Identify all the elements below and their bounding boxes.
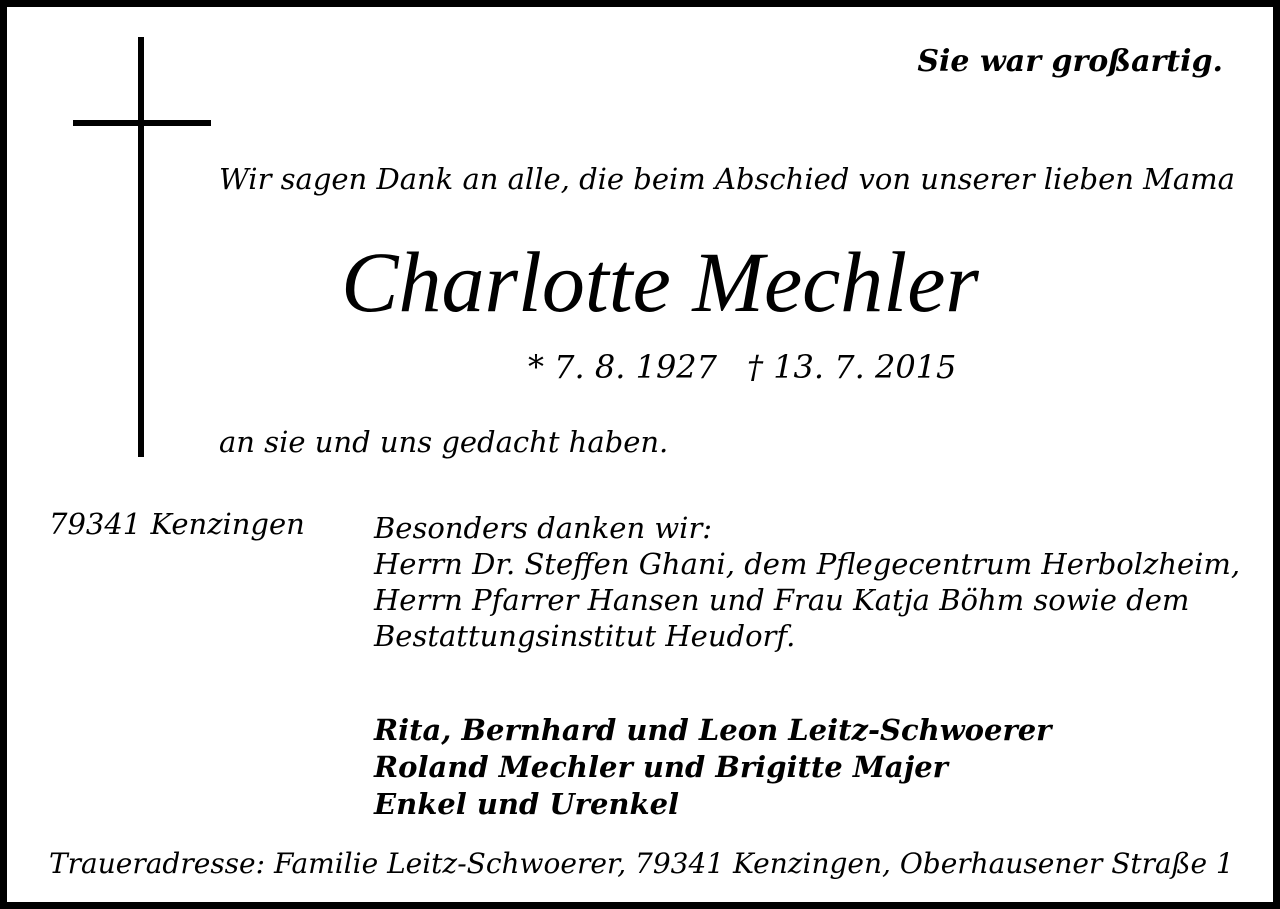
deceased-name: Charlotte Mechler <box>341 234 979 330</box>
mourning-address: Traueradresse: Familie Leitz-Schwoerer, 79341 Kenzingen, Oberhausener Straße 1 <box>49 847 1234 880</box>
thanks-intro: Wir sagen Dank an alle, die beim Abschied von unserer lieben Mama <box>219 162 1235 196</box>
motto: Sie war großartig. <box>917 44 1223 79</box>
family-line: Roland Mechler und Brigitte Majer <box>374 750 948 784</box>
death-date: † 13. 7. 2015 <box>747 348 957 386</box>
thanks-outro: an sie und uns gedacht haben. <box>219 425 669 459</box>
special-thanks-line: Herrn Pfarrer Hansen und Frau Katja Böhm sowie dem <box>374 583 1190 617</box>
birth-date: * 7. 8. 1927 <box>528 348 718 386</box>
cross-horizontal-bar <box>73 120 211 126</box>
family-line: Enkel und Urenkel <box>374 787 680 821</box>
special-thanks-line: Herrn Dr. Steffen Ghani, dem Pflegecentrum Herbolzheim, <box>374 547 1241 581</box>
family-signatures <box>374 712 1051 823</box>
special-thanks-line: Bestattungsinstitut Heudorf. <box>374 619 796 653</box>
special-thanks-line: Besonders danken wir: <box>374 511 713 545</box>
life-dates <box>528 348 957 386</box>
place: 79341 Kenzingen <box>49 507 305 541</box>
family-line: Rita, Bernhard und Leon Leitz-Schwoerer <box>374 713 1052 747</box>
special-thanks <box>374 510 1240 654</box>
